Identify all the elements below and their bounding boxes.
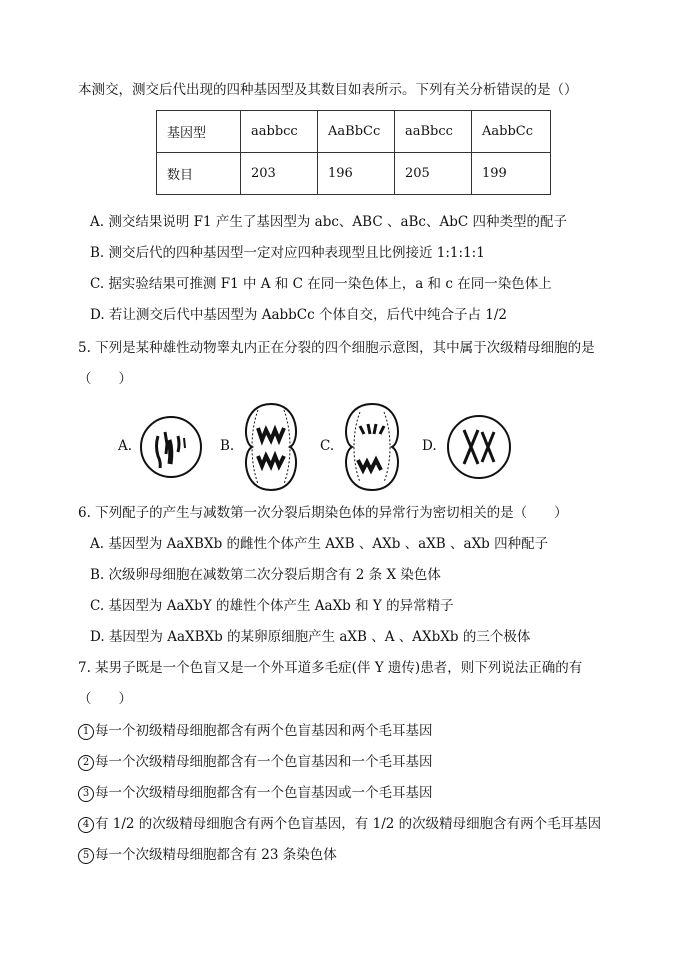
table-cell: AabbCc	[472, 111, 551, 153]
table-row	[157, 111, 551, 153]
q7-paren: （ ）	[78, 691, 132, 707]
q7-item-3: 3 每一个次级精母细胞都含有一个色盲基因或一个毛耳基因	[78, 783, 433, 803]
q6-option-b: B. 次级卵母细胞在减数第二次分裂后期含有 2 条 X 染色体	[90, 567, 441, 583]
table-cell: 199	[472, 153, 551, 195]
q4-option-a: A. 测交结果说明 F1 产生了基因型为 abc、ABC 、aBc、AbC 四种类型的配子	[90, 214, 567, 230]
q7-item-2: 2 每一个次级精母细胞都含有一个色盲基因和一个毛耳基因	[78, 752, 433, 772]
cell-diagrams	[0, 400, 688, 492]
cell-d-diagram	[444, 412, 514, 482]
table-cell: AaBbCc	[318, 111, 395, 153]
figure-label-a: A.	[118, 438, 133, 454]
cell-b-diagram	[240, 402, 302, 492]
q6-option-d: D. 基因型为 AaXBXb 的某卵原细胞产生 aXB 、A 、AXbXb 的三个极体	[90, 629, 531, 645]
question-intro: 本测交，测交后代出现的四种基因型及其数目如表所示。下列有关分析错误的是（）	[78, 82, 578, 98]
table-cell: aabbcc	[241, 111, 318, 153]
circled-number: 2	[78, 755, 94, 771]
circled-number: 1	[78, 724, 94, 740]
q7-item-5: 5 每一个次级精母细胞都含有 23 条染色体	[78, 845, 337, 865]
table-cell: aaBbcc	[395, 111, 472, 153]
table-cell: 基因型	[157, 111, 241, 153]
q7-stem: 7. 某男子既是一个色盲又是一个外耳道多毛症(伴 Y 遗传)患者，则下列说法正确的有	[78, 660, 583, 676]
table-cell: 196	[318, 153, 395, 195]
q4-option-c: C. 据实验结果可推测 F1 中 A 和 C 在同一染色体上，a 和 c 在同一染色体上	[90, 276, 552, 292]
q4-option-d: D. 若让测交后代中基因型为 AabbCc 个体自交，后代中纯合子占 1/2	[90, 307, 507, 323]
table-row	[157, 153, 551, 195]
q7-item-4: 4 有 1/2 的次级精母细胞含有两个色盲基因，有 1/2 的次级精母细胞含有两个毛耳基因	[78, 814, 601, 834]
q7-item-1: 1 每一个初级精母细胞都含有两个色盲基因和两个毛耳基因	[78, 721, 433, 741]
figure-label-d: D.	[422, 438, 437, 454]
q5-paren: （ ）	[78, 371, 132, 387]
q6-option-a: A. 基因型为 AaXBXb 的雌性个体产生 AXB 、AXb 、aXB 、aXb 四种配子	[90, 536, 549, 552]
circled-number: 5	[78, 848, 94, 864]
circled-number: 3	[78, 786, 94, 802]
table-cell: 205	[395, 153, 472, 195]
circled-number: 4	[78, 817, 94, 833]
q4-option-b: B. 测交后代的四种基因型一定对应四种表现型且比例接近 1:1:1:1	[90, 245, 485, 261]
q6-option-c: C. 基因型为 AaXbY 的雄性个体产生 AaXb 和 Y 的异常精子	[90, 598, 454, 614]
table-cell: 203	[241, 153, 318, 195]
figure-label-b: B.	[220, 438, 235, 454]
cell-a-diagram	[138, 414, 204, 480]
table-cell: 数目	[157, 153, 241, 195]
cell-c-diagram	[340, 402, 404, 492]
q5-stem: 5. 下列是某种雄性动物睾丸内正在分裂的四个细胞示意图，其中属于次级精母细胞的是	[78, 340, 595, 356]
q6-stem: 6. 下列配子的产生与减数第一次分裂后期染色体的异常行为密切相关的是（ ）	[78, 505, 568, 521]
genotype-table	[156, 110, 551, 195]
figure-label-c: C.	[320, 438, 335, 454]
